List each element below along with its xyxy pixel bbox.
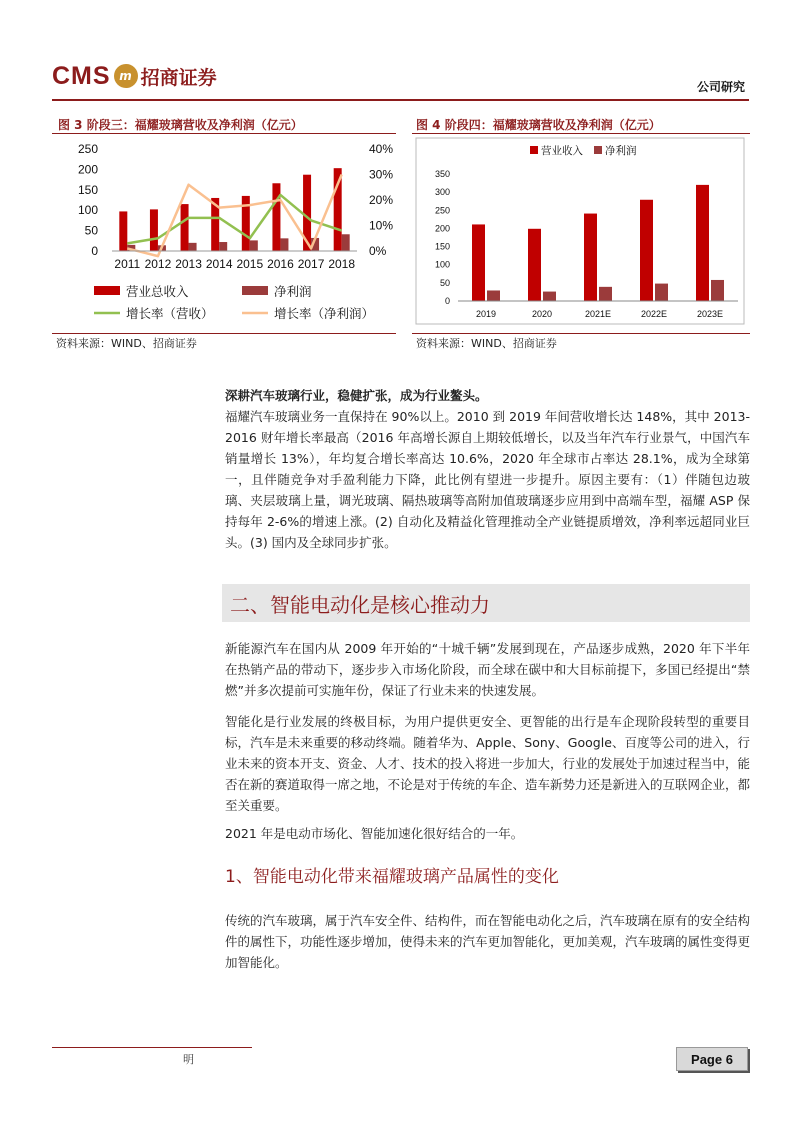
figure4-title: 图 4 阶段四：福耀玻璃营收及净利润（亿元） <box>416 118 661 132</box>
fig4-y-tick: 0 <box>444 296 450 306</box>
fig3-left-tick: 150 <box>77 182 98 197</box>
fig3-category-label: 2015 <box>236 257 264 271</box>
fig4-bar-revenue <box>584 214 597 301</box>
fig3-bar-revenue <box>181 204 189 251</box>
fig4-bar-net-profit <box>711 280 724 301</box>
fig3-right-tick: 30% <box>369 167 394 182</box>
fig4-bar-net-profit <box>487 290 500 301</box>
lead-heading: 深耕汽车玻璃行业，稳健扩张，成为行业鳌头。 <box>225 388 488 403</box>
fig3-bar-net-profit <box>342 234 350 251</box>
fig3-category-label: 2011 <box>114 257 141 271</box>
report-category: 公司研究 <box>696 80 745 94</box>
paragraph-2021-summary: 2021 年是电动市场化、智能加速化很好结合的一年。 <box>225 826 524 841</box>
fig3-right-tick: 0% <box>369 244 387 258</box>
fig3-left-tick: 100 <box>77 203 98 218</box>
paragraph-glass-attributes: 传统的汽车玻璃，属于汽车安全件、结构件，而在智能电动化之后，汽车玻璃在原有的安全结构件的属性下，功能性逐步增加，使得未来的汽车更加智能化，更加美观，汽车玻璃的属性变得更加智能化。 <box>225 913 751 970</box>
fig4-legend-label: 营业收入 <box>541 145 583 157</box>
broker-logo <box>52 60 217 92</box>
fig4-category-label: 2023E <box>696 309 724 319</box>
fig4-y-tick: 200 <box>434 223 450 234</box>
fig4-legend-swatch <box>530 146 538 154</box>
fig3-bar-revenue <box>119 211 127 251</box>
fig4-bar-revenue <box>528 229 541 301</box>
fig4-y-tick: 250 <box>434 205 450 216</box>
fig3-legend-label: 营业总收入 <box>126 285 189 299</box>
fig4-category-label: 2021E <box>584 309 612 319</box>
fig3-category-label: 2017 <box>297 257 325 271</box>
fig3-bar-revenue <box>272 183 280 251</box>
lead-paragraph: 福耀汽车玻璃业务一直保持在 90%以上。2010 到 2019 年间营收增长达 148%，其中 2013-2016 财年增长率最高（2016 年高增长源自上期较低增长，以及当年汽车行业景气，中国汽车销量增长 13%），年均复合增长率高达 10.6%，2020 年全球市占率达 28.1%，成为全球第一，且伴随竞争对手盈利能力下降，此比例有望进一步提升。原因主要有：（1）伴随包边玻璃、夹层玻璃上量，调光玻璃、隔热玻璃等高附加值玻璃逐步应用到中高端车型，福耀 ASP 保持每年 2-6%的增速上涨。(2) 自动化及精益化管理推动全产业链提质增效，净利率远超同业巨头。(3) 国内及全球同步扩张。 <box>225 409 750 550</box>
figure3-title: 图 3 阶段三：福耀玻璃营收及净利润（亿元） <box>58 118 303 132</box>
fig4-y-tick: 350 <box>434 169 450 179</box>
logo-mark-icon: m <box>114 64 138 88</box>
fig3-right-tick: 20% <box>369 193 394 207</box>
section-heading: 二、智能电动化是核心推动力 <box>230 593 490 617</box>
figure4-chart <box>412 134 750 330</box>
fig4-bar-net-profit <box>543 292 556 301</box>
fig3-left-tick: 0 <box>91 244 98 258</box>
fig4-legend-label: 净利润 <box>605 145 637 157</box>
page-number: Page 6 <box>676 1047 748 1071</box>
fig3-legend-label: 增长率（净利润） <box>274 307 375 321</box>
fig3-legend-label: 净利润 <box>274 285 312 299</box>
fig3-bar-net-profit <box>219 242 227 251</box>
fig3-bar-net-profit <box>280 238 288 251</box>
figure4-bottom-rule <box>412 333 750 334</box>
footer-divider <box>52 1047 252 1048</box>
fig3-right-tick: 10% <box>369 218 394 233</box>
subsection-heading: 1、智能电动化带来福耀玻璃产品属性的变化 <box>225 867 559 887</box>
fig3-bar-net-profit <box>250 240 258 251</box>
fig3-left-tick: 50 <box>84 223 98 238</box>
fig4-y-tick: 300 <box>434 187 450 198</box>
fig3-category-label: 2013 <box>175 257 202 271</box>
fig4-y-tick: 50 <box>439 277 450 288</box>
fig3-legend-swatch <box>94 286 120 295</box>
figure3-bottom-rule <box>52 333 396 334</box>
fig3-legend-label: 增长率（营收） <box>126 307 214 321</box>
fig3-bar-revenue <box>150 209 158 251</box>
header-divider <box>52 99 749 101</box>
fig3-left-tick: 250 <box>77 142 98 156</box>
figure3-source: 资料来源：WIND、招商证券 <box>56 337 197 350</box>
figure4-frame <box>416 138 744 324</box>
fig4-bar-revenue <box>472 224 485 301</box>
fig4-category-label: 2022E <box>640 309 668 319</box>
fig3-category-label: 2018 <box>328 257 356 271</box>
fig3-category-label: 2012 <box>144 257 172 271</box>
fig4-bar-revenue <box>696 185 709 301</box>
fig4-y-tick: 150 <box>434 241 450 252</box>
fig4-bar-net-profit <box>655 284 668 301</box>
fig4-bar-net-profit <box>599 287 612 301</box>
figure4-source: 资料来源：WIND、招商证券 <box>416 337 557 350</box>
fig4-category-label: 2019 <box>475 309 497 319</box>
fig3-bar-net-profit <box>189 243 197 251</box>
fig3-right-tick: 40% <box>369 142 394 156</box>
fig3-left-tick: 200 <box>77 162 98 177</box>
fig4-category-label: 2020 <box>531 309 553 319</box>
footer-note: 明 <box>183 1053 194 1066</box>
logo-chinese-name: 招商证券 <box>140 66 217 89</box>
fig3-legend-swatch <box>242 286 268 295</box>
fig4-legend-swatch <box>594 146 602 154</box>
figure3-chart <box>52 134 402 330</box>
fig4-bar-revenue <box>640 200 653 301</box>
paragraph-intelligence: 智能化是行业发展的终极目标，为用户提供更安全、更智能的出行是车企现阶段转型的重要目标，汽车是未来重要的移动终端。随着华为、Apple、Sony、Google、百度等公司的进入，行业未来的资本开支、资金、人才、技术的投入将进一步加大，行业的发展处于加速过程当中，能否在新的赛道取得一席之地，不论是对于传统的车企、造车新势力还是新进入的互联网企业，都至关重要。 <box>225 714 751 813</box>
paragraph-ev-development: 新能源汽车在国内从 2009 年开始的“十城千辆”发展到现在，产品逐步成熟，2020 年下半年在热销产品的带动下，逐步步入市场化阶段，而全球在碳中和大目标前提下，多国已经提出“禁燃”并多次提前可实施年份，保证了行业未来的快速发展。 <box>225 641 750 698</box>
fig3-category-label: 2016 <box>267 257 294 271</box>
fig3-category-label: 2014 <box>205 257 233 271</box>
fig4-y-tick: 100 <box>434 259 450 270</box>
logo-text: CMS <box>52 61 111 90</box>
